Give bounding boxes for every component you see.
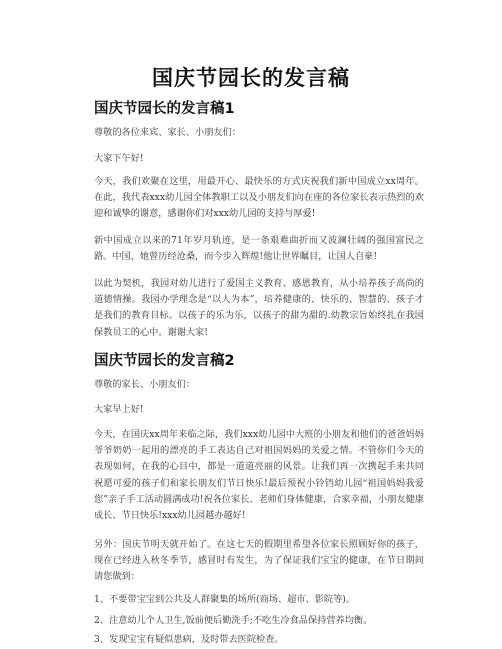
section-2-list-item-2: 2、注意幼儿个人卫生,饭前便后勤洗手;不吃生冷食品保持营养均衡。 [94, 615, 373, 626]
section-1-paragraph-3: 以此为契机，我园对幼儿进行了爱国主义教育、感恩教育，从小培养孩子高尚的道德情操。我园办学理念是“以人为本”，培养健康的、快乐的、智慧的、孩子才是我们的教育目标。以孩子的乐为乐，以孩子的甜为甜的.幼教宗旨始终扎在我园保教员工的心中。谢谢大家! [94, 278, 424, 338]
section-1-hello: 大家下午好! [94, 153, 144, 164]
section-2-list-item-1: 1、不要带宝宝到公共及人群聚集的场所(商场、超市、影院等)。 [94, 594, 356, 605]
section-2-paragraph-1: 今天，在国庆xx周年来临之际，我们xxx幼儿园中大班的小朋友和他们的爸爸妈妈爷爷奶奶一起用的漂亮的手工表达自己对祖国妈妈的关爱之情。不管你们今天的表现如何，在我的心目中，都是一道道亮丽的风景。让我们再一次携起手来共同祝愿可爱的孩子们和家长朋友们节日快乐!最后预祝小铃铛幼儿园“祖国妈妈我爱您”亲子手工活动圆满成功!祝各位家长、老师们身体健康，合家幸福，小朋友健康成长、节日快乐!xxx幼儿园越办越好! [94, 429, 424, 522]
section-1-heading: 国庆节园长的发言稿1 [94, 101, 235, 117]
section-1-greeting: 尊敬的各位来宾、家长、小朋友们： [94, 127, 241, 138]
section-2-greeting: 尊敬的家长、小朋友们： [94, 379, 196, 390]
section-1-paragraph-1: 今天，我们欢聚在这里，用最开心、最快乐的方式庆祝我们新中国成立xx周年。在此，我代表xxx幼儿园全体教职工以及小朋友们向在座的各位家长表示热烈的欢迎和诚挚的谢意，感谢你们对xxx幼儿园的支持与厚爱! [94, 176, 424, 220]
section-2-paragraph-2: 另外：国庆节明天就开始了。在这七天的假期里希望各位家长照顾好你的孩子，现在已经进入秋冬季节，感冒时有发生，为了保证我们宝宝的健康，在节日期间请您做到： [94, 539, 424, 583]
section-2-list-item-3: 3、发现宝宝有疑似患病，及时带去医院检查。 [94, 634, 284, 645]
document-title: 国庆节园长的发言稿 [152, 66, 350, 90]
section-1-paragraph-2: 新中国成立以来的71年岁月轨迹，是一条艰难曲折而又波澜壮阔的强国富民之路。中国，她曾历经沧桑，而今步入辉煌!他让世界瞩目，让国人自豪! [94, 235, 424, 263]
section-2-heading: 国庆节园长的发言稿2 [94, 353, 235, 369]
section-2-hello: 大家早上好! [94, 404, 144, 415]
